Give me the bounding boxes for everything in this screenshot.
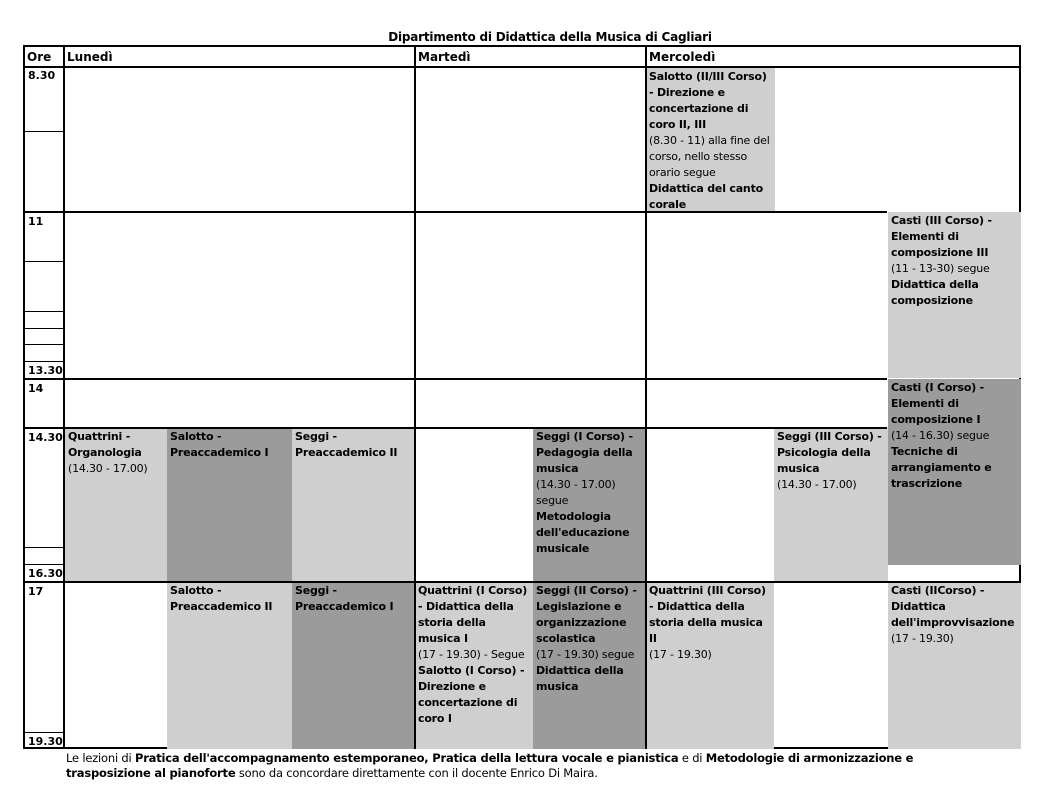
- col-divider-ore: [63, 47, 65, 749]
- block-course: Seggi - Preaccademico II: [295, 430, 398, 459]
- row-divider-1430: [25, 427, 887, 429]
- footer-note: [66, 751, 996, 781]
- block-casti-improvvisazione: [888, 582, 1021, 749]
- block-time: (14.30 - 17.00) segue: [536, 478, 616, 507]
- block-quattrini-storia-musica-1: [415, 582, 533, 749]
- col-divider-lunedi: [414, 47, 416, 749]
- block-course: Salotto - Preaccademico I: [170, 430, 269, 459]
- time-tick: [25, 344, 63, 345]
- block-course-2: Metodologia dell'educazione musicale: [536, 510, 630, 555]
- footer-text: e di: [678, 751, 706, 765]
- block-salotto-direzione-coro: [646, 68, 775, 212]
- block-course: Quattrini (I Corso) - Didattica della storia della musica I: [418, 584, 528, 645]
- time-tick: [25, 547, 63, 548]
- time-label: 11: [28, 215, 44, 228]
- header-divider: [25, 66, 1021, 68]
- block-time: (17 - 19.30) segue: [536, 648, 635, 661]
- time-tick: [25, 261, 63, 262]
- time-tick: [25, 328, 63, 329]
- time-label: 14.30: [28, 431, 63, 444]
- row-divider-14: [25, 378, 887, 380]
- block-course: Casti (IICorso) - Didattica dell'improvvisazione: [891, 584, 1015, 629]
- block-course: Salotto (II/III Corso) - Direzione e concertazione di coro II, III: [649, 70, 767, 131]
- time-label: 19.30: [28, 735, 63, 748]
- block-course-2: Salotto (I Corso) -Direzione e concertazione di coro I: [418, 664, 525, 725]
- page-title: Dipartimento di Didattica della Musica di Cagliari: [388, 30, 712, 44]
- block-seggi-psicologia: [774, 428, 888, 581]
- block-seggi-preaccademico-1: [292, 582, 415, 749]
- block-seggi-legislazione: [533, 582, 645, 749]
- block-course: Seggi (II Corso) - Legislazione e organizzazione scolastica: [536, 584, 637, 645]
- header-ore: Ore: [27, 50, 52, 64]
- time-label: 16.30: [28, 567, 63, 580]
- block-time: (17 - 19.30): [649, 648, 712, 661]
- header-lunedi: Lunedì: [67, 50, 113, 64]
- time-label: 17: [28, 585, 44, 598]
- block-quattrini-organologia: [65, 428, 167, 581]
- time-label: 8.30: [28, 69, 56, 82]
- footer-bold: Metodologie di armonizzazione e trasposizione al pianoforte: [66, 751, 914, 780]
- header-mercoledi: Mercoledì: [649, 50, 716, 64]
- footer-text: Le lezioni di: [66, 751, 135, 765]
- block-seggi-pedagogia: [533, 428, 645, 581]
- header-martedi: Martedì: [418, 50, 471, 64]
- block-casti-composizione-3: [888, 212, 1021, 378]
- block-course: Casti (I Corso) - Elementi di composizione I: [891, 381, 985, 426]
- block-course-2: Didattica del canto corale: [649, 182, 763, 211]
- time-tick: [25, 311, 63, 312]
- footer-bold: Pratica dell'accompagnamento estemporaneo, Pratica della lettura vocale e pianistica: [134, 751, 679, 765]
- time-tick: [25, 732, 63, 733]
- block-time: (14 - 16.30) segue: [891, 429, 990, 442]
- block-seggi-preaccademico-2: [292, 428, 415, 581]
- block-time: (17 - 19.30) - Segue: [418, 648, 525, 661]
- block-time: (14.30 - 17.00): [777, 478, 857, 491]
- block-course: Casti (III Corso) - Elementi di composizione III: [891, 214, 992, 259]
- block-course: Seggi (I Corso) - Pedagogia della musica: [536, 430, 633, 475]
- time-label: 14: [28, 382, 44, 395]
- col-divider-martedi: [645, 47, 647, 749]
- block-time: (14.30 - 17.00): [68, 462, 148, 475]
- block-course-2: Didattica della musica: [536, 664, 624, 693]
- footer-text: sono da concordare direttamente con il docente Enrico Di Maira.: [235, 766, 598, 780]
- block-time: (17 - 19.30): [891, 632, 954, 645]
- row-divider-11: [25, 211, 887, 213]
- row-divider-17: [25, 581, 1021, 583]
- block-salotto-preaccademico-1: [167, 428, 292, 581]
- time-tick: [25, 564, 63, 565]
- timetable: [23, 45, 1021, 749]
- block-quattrini-storia-musica-2: [646, 582, 774, 749]
- block-time: (8.30 - 11) alla fine del corso, nello stesso orario segue: [649, 134, 770, 179]
- time-tick: [25, 131, 63, 132]
- block-course: Quattrini - Organologia: [68, 430, 142, 459]
- block-salotto-preaccademico-2: [167, 582, 292, 749]
- block-course-2: Tecniche di arrangiamento e trascrizione: [891, 445, 992, 490]
- time-label: 13.30: [28, 364, 63, 377]
- block-course-2: Didattica della composizione: [891, 278, 979, 307]
- block-course: Seggi - Preaccademico I: [295, 584, 394, 613]
- block-course: Salotto - Preaccademico II: [170, 584, 273, 613]
- block-course: Seggi (III Corso) - Psicologia della musica: [777, 430, 882, 475]
- block-time: (11 - 13-30) segue: [891, 262, 990, 275]
- block-course: Quattrini (III Corso) - Didattica della storia della musica II: [649, 584, 766, 645]
- time-tick: [25, 361, 63, 362]
- block-casti-composizione-1: [888, 379, 1021, 565]
